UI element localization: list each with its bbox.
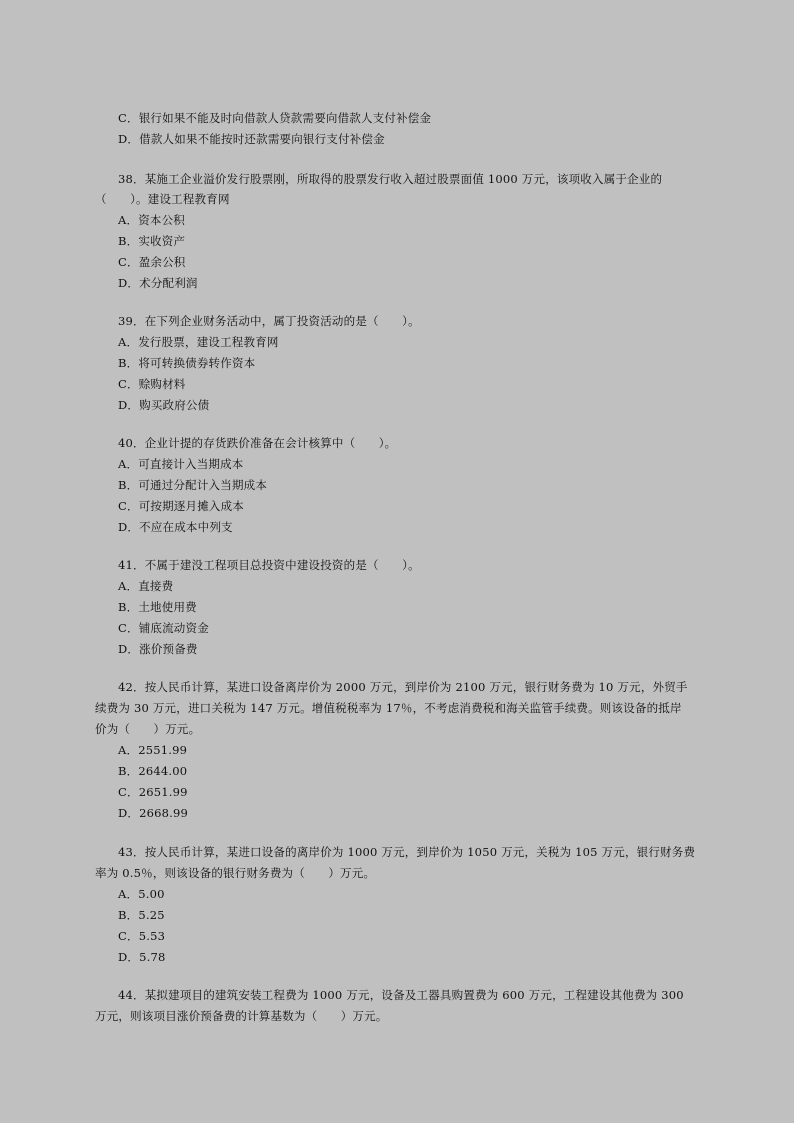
option-line: D．涨价预备费 — [118, 642, 198, 656]
option-line: C．赊购材料 — [118, 377, 186, 391]
question-43-stem-continued: 率为 0.5％，则该设备的银行财务费为（ ）万元。 — [95, 866, 376, 880]
option-line: C．盈余公积 — [118, 255, 186, 269]
question-41-stem: 41．不属于建没工程项目总投资中建设投资的是（ ）。 — [118, 558, 420, 572]
option-line: B．5.25 — [118, 908, 165, 922]
question-39-stem: 39．在下列企业财务活动中，属丁投资活动的是（ ）。 — [118, 314, 420, 328]
option-line: B．将可转换债券转作资本 — [118, 356, 256, 370]
option-line: C．2651.99 — [118, 785, 188, 799]
option-line: A．直接费 — [118, 579, 174, 593]
option-line: B．可通过分配计入当期成本 — [118, 478, 268, 492]
question-40-stem: 40．企业计提的存货跌价准备在会计核算中（ ）。 — [118, 436, 397, 450]
option-line: B．2644.00 — [118, 764, 188, 778]
option-line: D．2668.99 — [118, 806, 189, 820]
option-line: B．土地使用费 — [118, 600, 197, 614]
option-line: C．银行如果不能及时向借款人贷款需要向借款人支付补偿金 — [118, 111, 432, 125]
option-line: B．实收资产 — [118, 234, 186, 248]
question-38-stem: 38．某施工企业溢价发行股票刚，所取得的股票发行收入超过股票面值 1000 万元，该项收入属于企业的 — [118, 172, 663, 186]
option-line: D．借款人如果不能按时还款需要向银行支付补偿金 — [118, 132, 385, 146]
question-38-stem-continued: （ ）。建设工程教育网 — [95, 192, 230, 206]
option-line: C．5.53 — [118, 929, 166, 943]
option-line: A．5.00 — [118, 887, 165, 901]
question-42-stem: 42．按人民币计算，某进口设备离岸价为 2000 万元，到岸价为 2100 万元，银行财务费为 10 万元，外贸手 — [118, 680, 688, 694]
option-line: A．资本公积 — [118, 213, 186, 227]
option-line: D．不应在成本中列支 — [118, 520, 233, 534]
question-42-stem-continued: 续费为 30 万元，进口关税为 147 万元。增值税税率为 17％，不考虑消费税和海关监管手续费。则该设备的抵岸 — [95, 701, 682, 715]
question-44-stem-continued: 万元，则该项目涨价预备费的计算基数为（ ）万元。 — [95, 1009, 388, 1023]
option-line: C．可按期逐月摊入成本 — [118, 499, 244, 513]
question-42-stem-continued: 价为（ ）万元。 — [95, 722, 201, 736]
option-line: A．2551.99 — [118, 743, 188, 757]
question-44-stem: 44．某拟建项目的建筑安装工程费为 1000 万元，设备及工器具购置费为 600 万元，工程建设其他费为 300 — [118, 988, 684, 1002]
option-line: A．发行股票，建设工程教育网 — [118, 335, 279, 349]
option-line: C．铺底流动资金 — [118, 621, 209, 635]
option-line: D．5.78 — [118, 950, 166, 964]
option-line: D．购买政府公债 — [118, 398, 210, 412]
option-line: D．术分配利润 — [118, 276, 198, 290]
option-line: A．可直接计入当期成本 — [118, 457, 244, 471]
question-43-stem: 43．按人民币计算，某进口设备的离岸价为 1000 万元，到岸价为 1050 万元，关税为 105 万元，银行财务费 — [118, 845, 696, 859]
